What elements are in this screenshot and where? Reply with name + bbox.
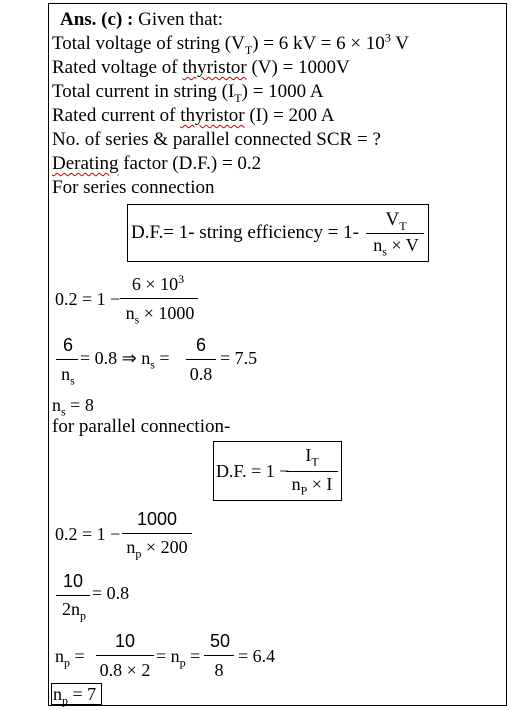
parallel-formula-box xyxy=(213,441,342,501)
step3-den-n: n xyxy=(126,537,136,557)
step2-result: = 7.5 xyxy=(220,348,258,368)
step4-den-2n: 2n xyxy=(62,599,80,619)
step1-den-sub: s xyxy=(134,312,140,327)
step4-numerator: 10 xyxy=(62,571,84,591)
total-voltage-sub: T xyxy=(244,42,253,57)
step5-num2: 50 xyxy=(209,631,231,651)
step4-result: = 0.8 xyxy=(92,583,130,603)
rated-voltage-thyristor: thyristor xyxy=(182,57,247,78)
total-voltage-value: ) = 6 kV = 6 × 10 xyxy=(252,33,385,54)
step2-mid xyxy=(80,348,170,372)
parallel-formula-den-sub: P xyxy=(300,483,308,498)
series-result xyxy=(52,394,94,419)
question-line: No. of series & parallel connected SCR = ? xyxy=(52,129,381,150)
step2-mid-sub: s xyxy=(150,357,155,372)
step2-den1-n: n xyxy=(61,364,71,384)
series-formula-den-n: n xyxy=(373,235,383,255)
series-formula-numerator xyxy=(366,209,426,231)
step5-lhs-n: n xyxy=(55,646,64,666)
parallel-formula-den-tail: × I xyxy=(307,474,333,494)
parallel-formula-num-i: I xyxy=(305,445,312,465)
answer-label: Ans. (c) : xyxy=(60,9,134,30)
parallel-result-sub: p xyxy=(62,693,68,708)
step2-mid-eq: = xyxy=(154,348,170,368)
step3-lhs: 0.2 = 1 − xyxy=(55,524,121,544)
given-total-voltage xyxy=(52,30,409,57)
step5-mid xyxy=(156,646,201,670)
step1-den-n: n xyxy=(125,303,135,323)
step5-mid-sub: p xyxy=(179,655,186,670)
series-formula-box xyxy=(127,204,429,262)
step1-lhs: 0.2 = 1 − xyxy=(55,289,121,309)
step2-den1 xyxy=(57,364,79,388)
step1-num-text: 6 × 10 xyxy=(131,274,179,294)
rated-current-text: Rated current of xyxy=(52,105,181,126)
rated-voltage-value: (V) = 1000V xyxy=(246,57,350,78)
parallel-result-n: n xyxy=(53,684,62,704)
parallel-formula-lhs: D.F. = 1 − xyxy=(216,461,290,481)
step4-denominator xyxy=(56,599,92,623)
step2-bar2 xyxy=(186,359,216,360)
series-formula-num-v: V xyxy=(385,209,400,230)
total-current-sub: T xyxy=(234,90,242,105)
total-current-value: ) = 1000 A xyxy=(241,81,324,102)
given-rated-current xyxy=(52,105,334,127)
rated-voltage-text: Rated voltage of xyxy=(52,57,183,78)
parallel-formula-denominator xyxy=(284,474,340,498)
step1-num-exp: 3 xyxy=(178,272,185,286)
given-rated-voltage xyxy=(52,57,350,79)
total-voltage-text: Total voltage of string (V xyxy=(52,33,245,54)
step3-den-tail: × 200 xyxy=(141,537,188,557)
parallel-result xyxy=(51,683,102,708)
series-formula-lhs: D.F.= 1- string efficiency = 1- xyxy=(131,222,359,243)
step5-result: = 6.4 xyxy=(238,646,276,666)
step5-den2: 8 xyxy=(214,660,224,680)
step3-den-sub: p xyxy=(135,546,142,561)
parallel-formula-numerator xyxy=(284,445,340,469)
step5-mid-text: = n xyxy=(156,646,180,666)
step2-bar1 xyxy=(56,359,78,360)
step5-den1: 0.8 × 2 xyxy=(99,660,151,680)
rated-current-value: (I) = 200 A xyxy=(244,105,335,126)
step1-denominator xyxy=(120,303,200,327)
parallel-result-value: = 7 xyxy=(68,684,97,704)
total-voltage-unit: V xyxy=(390,33,409,54)
answer-header xyxy=(60,9,223,31)
series-result-n: n xyxy=(52,395,61,415)
total-current-text: Total current in string (I xyxy=(52,81,235,102)
step2-den2: 0.8 xyxy=(189,364,213,384)
step3-denominator xyxy=(120,537,194,561)
series-formula-bar xyxy=(366,233,424,234)
step5-lhs xyxy=(55,646,85,670)
series-heading: For series connection xyxy=(52,177,215,198)
parallel-formula-num-sub: T xyxy=(311,454,319,469)
step1-bar xyxy=(120,298,198,299)
step4-bar xyxy=(56,595,90,596)
series-formula-den-tail: × V xyxy=(386,235,419,255)
series-result-sub: s xyxy=(61,404,66,419)
step5-eq2: = xyxy=(185,646,201,666)
series-formula-num-sub: T xyxy=(399,218,407,233)
step2-num2: 6 xyxy=(195,335,206,355)
step3-bar xyxy=(122,533,192,534)
derating-value: factor (D.F.) = 0.2 xyxy=(118,153,262,174)
step2-num1: 6 xyxy=(62,335,73,355)
series-formula-denominator xyxy=(366,235,426,259)
step5-lhs-sub: p xyxy=(64,655,70,670)
step4-den-sub: p xyxy=(80,608,86,623)
step5-num1: 10 xyxy=(114,631,136,651)
step2-den1-sub: s xyxy=(70,373,75,388)
step3-numerator: 1000 xyxy=(136,509,178,529)
parallel-formula-bar xyxy=(286,471,338,472)
step5-eq1: = xyxy=(70,646,85,666)
series-formula-den-sub: s xyxy=(382,244,387,259)
parallel-heading: for parallel connection- xyxy=(52,416,231,437)
given-total-current xyxy=(52,81,324,103)
parallel-formula-den-n: n xyxy=(291,474,301,494)
series-result-value: = 8 xyxy=(65,395,94,415)
step5-bar2 xyxy=(204,655,234,656)
step1-numerator xyxy=(120,274,196,295)
derating-word: Derating xyxy=(52,153,119,174)
rated-current-thyristor: thyristor xyxy=(180,105,245,126)
step5-bar1 xyxy=(96,655,154,656)
step1-den-tail: × 1000 xyxy=(139,303,195,323)
total-voltage-exp: 3 xyxy=(384,30,391,45)
step2-mid-text: = 0.8 ⇒ n xyxy=(80,348,151,368)
derating-factor-line xyxy=(52,153,261,175)
given-label: Given that: xyxy=(133,9,224,30)
